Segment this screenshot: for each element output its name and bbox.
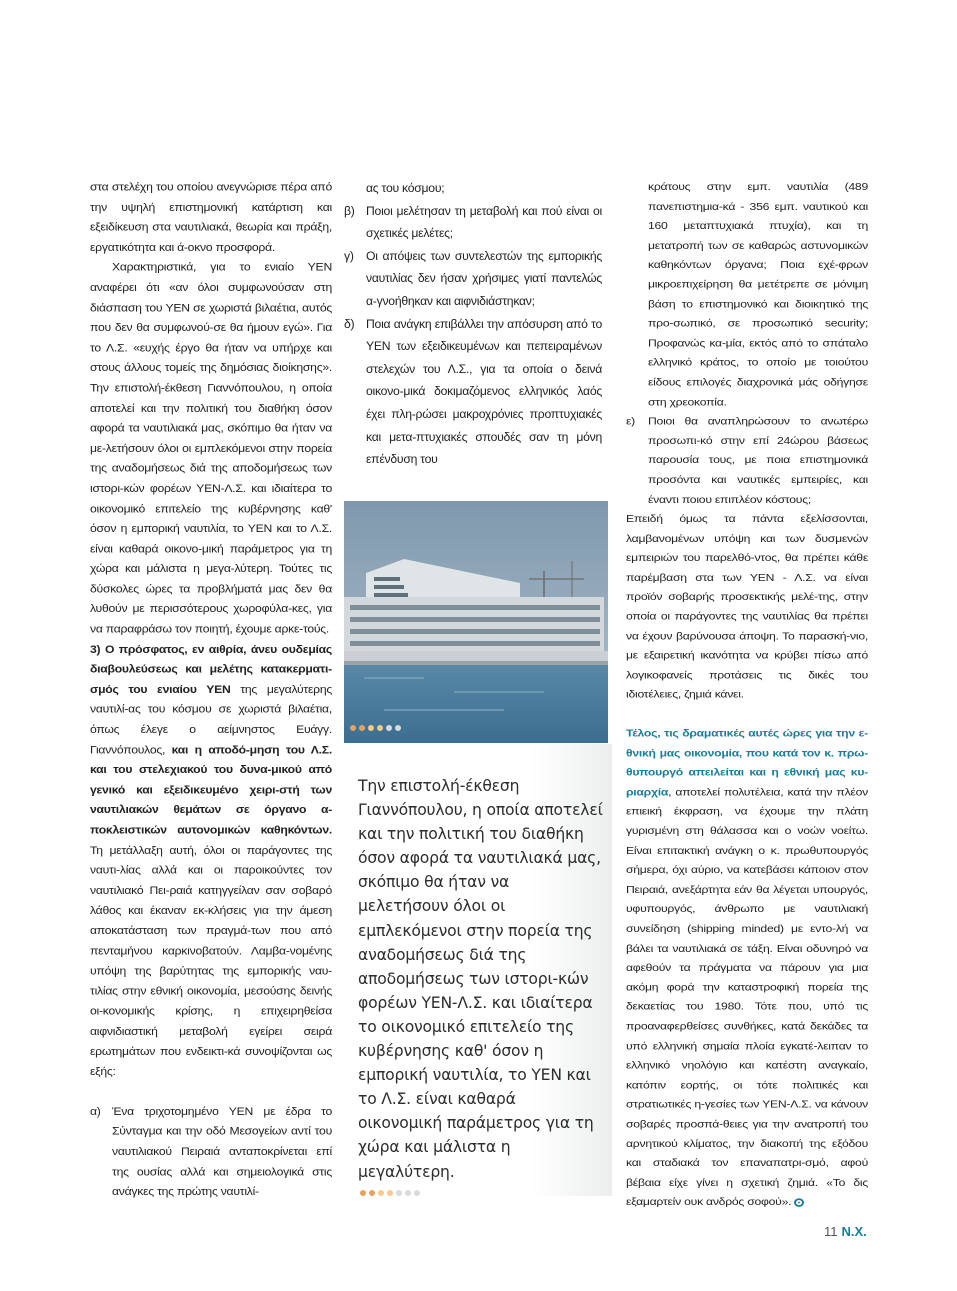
photo-dots-decoration [350, 725, 401, 731]
list-item-e [626, 411, 868, 509]
list-item-a [90, 1101, 332, 1202]
paragraph: στα στελέχη του οποίου ανεγνώρισε πέρα από την υψηλή επιστημονική κατάρτιση και εξειδίκευση στα ναυτιλιακά, θεωρία και πράξη, εργατικότητα και ά-οκνο προσφορά. [90, 180, 332, 254]
end-of-article-icon [794, 1198, 804, 1207]
list-item-d [344, 313, 602, 471]
article-column-3 [626, 177, 868, 1212]
page-footer [824, 1224, 867, 1239]
list-marker: δ) [344, 316, 355, 331]
list-text: Ποιοι θα αναπληρώσουν το ανωτέρω προσωπι-κό στην επί 24ώρου βάσεως παρουσία τους, με ποια επιστημονικά προσόντα και ναυτικές εμπειρίες, και έναντι ποιου επιπλέον κόστους; [648, 414, 868, 506]
paragraph-point-3: 3) Ο πρόσφατος, εν αιθρία, άνευ ουδεμίας διαβουλεύσεως και μελέτης κατακερματι-σμός του ενιαίου ΥΕΝ της μεγαλύτερης ναυτιλί-ας του κόσμου σε χωριστά βιλαέτια, όπως έλεγε ο αείμνηστος Ευάγγ. Γιαννόπουλος, και η αποδό-μηση του Λ.Σ. και του στελεχιακού του δυνα-μικού από γενικό και εξειδικευμένο χειρι-στή των ναυτιλιακών θεμάτων σε όργανο α-ποκλειστικών αυτονομικών καθηκόντων. Τη μετάλλαξη αυτή, όλοι οι παράγοντες της ναυτι-λίας αλλά και οι παροικούντες τον ναυτιλιακό Πει-ραιά κατηγγείλαν σαν σοβαρό λάθος και έκαναν εκ-κλήσεις για την άμεση αποκατάσταση των πραγμά-των που από πενταμήνου καρκινοβατούν. Λαμβα-νομένης υπόψη της βαρύτητας της εμπορικής ναυ-τιλίας στην εθνική οικονομία, μεσούσης δεινής οι-κονομικής κρίσης, η επιχειρηθείσα αιφνιδιαστική μεταβολή εγείρει σειρά ερωτημάτων που ενδεικτι-κά συνοψίζονται ως εξής: [90, 642, 333, 1078]
paragraph: Επειδή όμως τα πάντα εξελίσσονται, λαμβανομένων υπόψη και των δυσμενών εμπειριών του παρελθό-ντος, θα πρέπει κάθε παρέμβαση στα των ΥΕΝ - Λ.Σ. να είναι προϊόν σοβαρής προσεκτικής μελέ-της, στην οποία οι παράγοντες της ναυτιλίας θα πρέπει να έχουν βαρύνουσα άποψη. Το παρασκή-νιο, με εξαιρετική ικανότητα να κρύβει πίσω από λογικοφανείς προτάσεις τις δικές του ιδιοτέλειες, ζημιά κάνει. [626, 512, 868, 701]
list-marker: ε) [626, 414, 635, 428]
pull-quote-text: Την επιστολή-έκθεση Γιαννόπουλου, η οποία αποτελεί και την πολιτική του διαθήκη όσον αφορά τα ναυτιλιακά μας, σκόπιμο θα ήταν να μελετήσουν όλοι οι εμπλεκόμενοι στην πορεία της αναδομήσεως διά της αποδομήσεως των ιστορι-κών φορέων ΥΕΝ-Λ.Σ. και ιδιαίτερα το οικονομικό επιτελείο της κυβέρνησης καθ' όσον η εμπορική ναυτιλία, το ΥΕΝ και το Λ.Σ. είναι καθαρά οικονομική παράμετρος για τη χώρα και μάλιστα η μεγαλύτερη. [358, 777, 603, 1181]
paragraph: Χαρακτηριστικά, για το ενιαίο ΥΕΝ αναφέρει ότι «αν όλοι συμφωνούσαν στη διάσπαση του ΥΕΝ σε χωριστά βιλαέτια, αυτός που δεν θα συμφωνού-σε θα ήμουν εγώ». Για το Λ.Σ. «ευχής έργο θα ήταν να υπήρχε και στους άλλους τομείς της δημόσιας διοίκησης». Την επιστολή-έκθεση Γιαννόπουλου, η οποία αποτελεί και την πολιτική του διαθήκη όσον αφορά τα ναυτιλιακά μας, σκόπιμο θα ήταν να με-λετήσουν όλοι οι εμπλεκόμενοι στην πορεία της αναδομήσεως διά της αποδομήσεως των ιστορι-κών φορέων ΥΕΝ-Λ.Σ. και ιδιαίτερα το οικονομικό επιτελείο της κυβέρνησης καθ' όσον η εμπορική ναυτιλία, το ΥΕΝ και το Λ.Σ. είναι καθαρά οικονο-μική παράμετρος για τη χώρα και μάλιστα η μεγα-λύτερη. Τούτες τις δύσκολες ώρες τα προβλήματά μας δεν θα λυθούν με περισσότερους χωροφύλα-κες, για να παραφράσω τον ποιητή, έχουμε αρκε-τούς. [90, 260, 332, 636]
pull-quote-box [344, 744, 612, 1196]
list-item-c [344, 245, 602, 313]
highlighted-lead: Τέλος, τις δραματικές αυτές ώρες για την ε-θνική μας οικονομία, που κατά τον κ. πρω-θυπουργό απειλείται και η εθνική μας κυ-ριαρχία [626, 726, 868, 798]
harbor-building-image [344, 501, 608, 743]
magazine-brand: Ν.Χ. [841, 1224, 867, 1239]
list-marker: β) [344, 203, 355, 218]
list-item-b [344, 200, 602, 245]
continuation-text: ας του κόσμου; [366, 181, 445, 195]
list-text: Οι απόψεις των συντελεστών της εμπορικής ναυτιλίας δεν ήσαν χρήσιμες γιατί παντελώς α-γνοήθηκαν και αιφνιδιάστηκαν; [366, 248, 602, 308]
list-marker: α) [90, 1104, 101, 1118]
article-column-2 [344, 177, 602, 471]
page-number: 11 [824, 1224, 838, 1239]
list-text: Ποια ανάγκη επιβάλλει την απόσυρση από το ΥΕΝ των εξειδικευμένων και πεπειραμένων στελεχών του Λ.Σ., για τα οποία ο δεινά οικονο-μικά δοκιμαζόμενος ελληνικός λαός έχει πλη-ρώσει μακροχρόνιες προπτυχιακές και μετα-πτυχιακές σπουδές σαν τη μόνη επένδυση του [366, 316, 602, 467]
pull-quote-dots [360, 1190, 420, 1196]
ministry-building-photo [344, 501, 608, 743]
bold-lead: 3) Ο πρόσφατος, εν αιθρία, άνευ ουδεμίας διαβουλεύσεως και μελέτης κατακερματι-σμός του ενιαίου ΥΕΝ [90, 642, 332, 696]
bold-emphasis: και η αποδό-μηση του Λ.Σ. και του στελεχιακού του δυνα-μικού από γενικό και εξειδικευμένο χειρι-στή των ναυτιλιακών θεμάτων σε όργανο α-ποκλειστικών αυτονομικών καθηκόντων. [90, 743, 333, 837]
closing-paragraph: Τέλος, τις δραματικές αυτές ώρες για την ε-θνική μας οικονομία, που κατά τον κ. πρω-θυπουργό απειλείται και η εθνική μας κυ-ριαρχία, αποτελεί πολυτέλεια, κατά την πλέον επιεική έκφραση, να έχουμε την πλάτη γυρισμένη στη θάλασσα και ο νοών νοείτω. Είναι επιτακτική ανάγκη ο κ. πρωθυπουργός σήμερα, όχι αύριο, να κατεβάσει κάποιον στον Πειραιά, ανεξάρτητα εάν θα λέγεται υπουργός, υφυπουργός, άνθρωπο με ναυτιλιακή συνείδηση (shipping minded) με εντο-λή να βάλει τα ναυτιλιακά σε τάξη. Είναι οδυνηρό να αφεθούν τα πράγματα να πάρουν για μια ακόμη φορά την καταστροφική πορεία της δεκαετίας του 1980. Τότε που, υπό τις προαναφερθείσες συνθήκες, κατά δεκάδες τα υπό ελληνική σημαία πλοία εγκατέ-λειπαν το ελληνικό νηολόγιο και κατέστη αναγκαίο, κατόπιν εορτής, οι τότε πολιτικές και στρατιωτικές η-γεσίες των ΥΕΝ-Λ.Σ. να κάνουν σοβαρές προσπά-θειες για την ανατροπή του αρνητικού κλίματος, την διακοπή της εξόδου και σταδιακά τον επαναπατρι-σμό, αφού βέβαια είχε γίνει η σχετική ζημιά. «Το δις εξαμαρτείν ουκ ανδρός σοφού». [626, 726, 868, 1208]
list-text: Ποιοι μελέτησαν τη μεταβολή και πού είναι οι σχετικές μελέτες; [366, 203, 602, 241]
article-column-1 [90, 177, 332, 1202]
list-text: Ένα τριχοτομημένο ΥΕΝ με έδρα το Σύνταγμα και την οδό Μεσογείων αντί του ναυτιλιακού Πειραιά ανταποκρίνεται επί της ουσίας αλλά και σημειολογικά στις ανάγκες της πρώτης ναυτιλί- [112, 1104, 332, 1198]
continuation-text: κράτους στην εμπ. ναυτιλία (489 πανεπιστημια-κά - 356 εμπ. ναυτικού και 160 μεταπτυχιακά πτυχία), και τη μετατροπή των σε καθαρώς αστυνομικών καθηκόντων όργανα; Ποια εχέ-φρων μικροεπιχείρηση θα μετέτρεπε σε μόνιμη βάση το επιστημονικό και διοικητικό της προ-σωπικό, σε προσωπικό security; Προφανώς κα-μία, εκτός από το σπάταλο ελληνικό κράτος, το οποίο με τοιούτου είδους επιλογές διαχρονικά μάς οδήγησε στη χρεοκοπία. [648, 180, 868, 408]
list-marker: γ) [344, 248, 354, 263]
